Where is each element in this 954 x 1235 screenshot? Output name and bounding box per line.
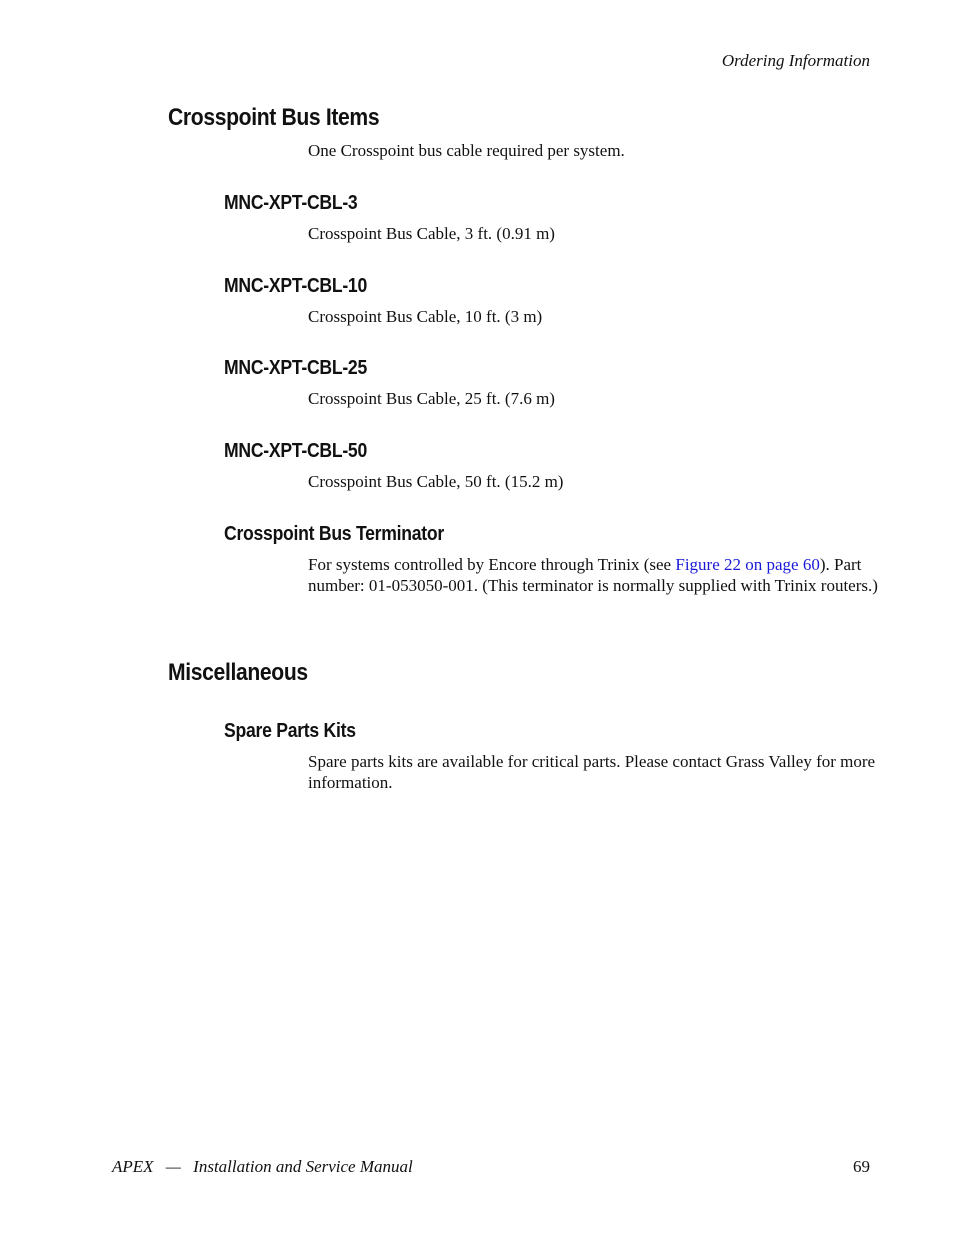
part-number-heading: MNC-XPT-CBL-10 [224,275,367,297]
part-number-heading: MNC-XPT-CBL-25 [224,357,367,379]
section-title-crosspoint: Crosspoint Bus Items [168,104,380,131]
page-footer [112,1157,870,1177]
part-number-heading: MNC-XPT-CBL-3 [224,192,358,214]
part-description: Crosspoint Bus Cable, 25 ft. (7.6 m) [308,389,555,408]
figure-22-link[interactable]: Figure 22 on page 60 [675,555,820,574]
running-header: Ordering Information [721,51,870,70]
footer-product: APEX [112,1157,154,1176]
section-title-miscellaneous: Miscellaneous [168,659,308,686]
part-description: Crosspoint Bus Cable, 50 ft. (15.2 m) [308,472,564,491]
part-number-heading: MNC-XPT-CBL-50 [224,440,367,462]
footer-manual-title: Installation and Service Manual [193,1157,413,1176]
footer-separator: — [165,1157,181,1176]
spare-parts-description: Spare parts kits are available for critical parts. Please contact Grass Valley for more information. [308,752,876,792]
part-description: Crosspoint Bus Cable, 3 ft. (0.91 m) [308,224,555,243]
terminator-text-after: ). Part number: 01-053050-001. (This terminator is normally supplied with Trinix routers.) [308,555,878,595]
crosspoint-intro: One Crosspoint bus cable required per system. [308,141,625,160]
page-number: 69 [853,1157,870,1176]
part-description: Crosspoint Bus Cable, 10 ft. (3 m) [308,307,543,326]
spare-parts-heading: Spare Parts Kits [224,720,356,742]
terminator-description [308,555,878,596]
terminator-heading: Crosspoint Bus Terminator [224,523,444,545]
terminator-text-before: For systems controlled by Encore through Trinix (see [308,555,676,574]
